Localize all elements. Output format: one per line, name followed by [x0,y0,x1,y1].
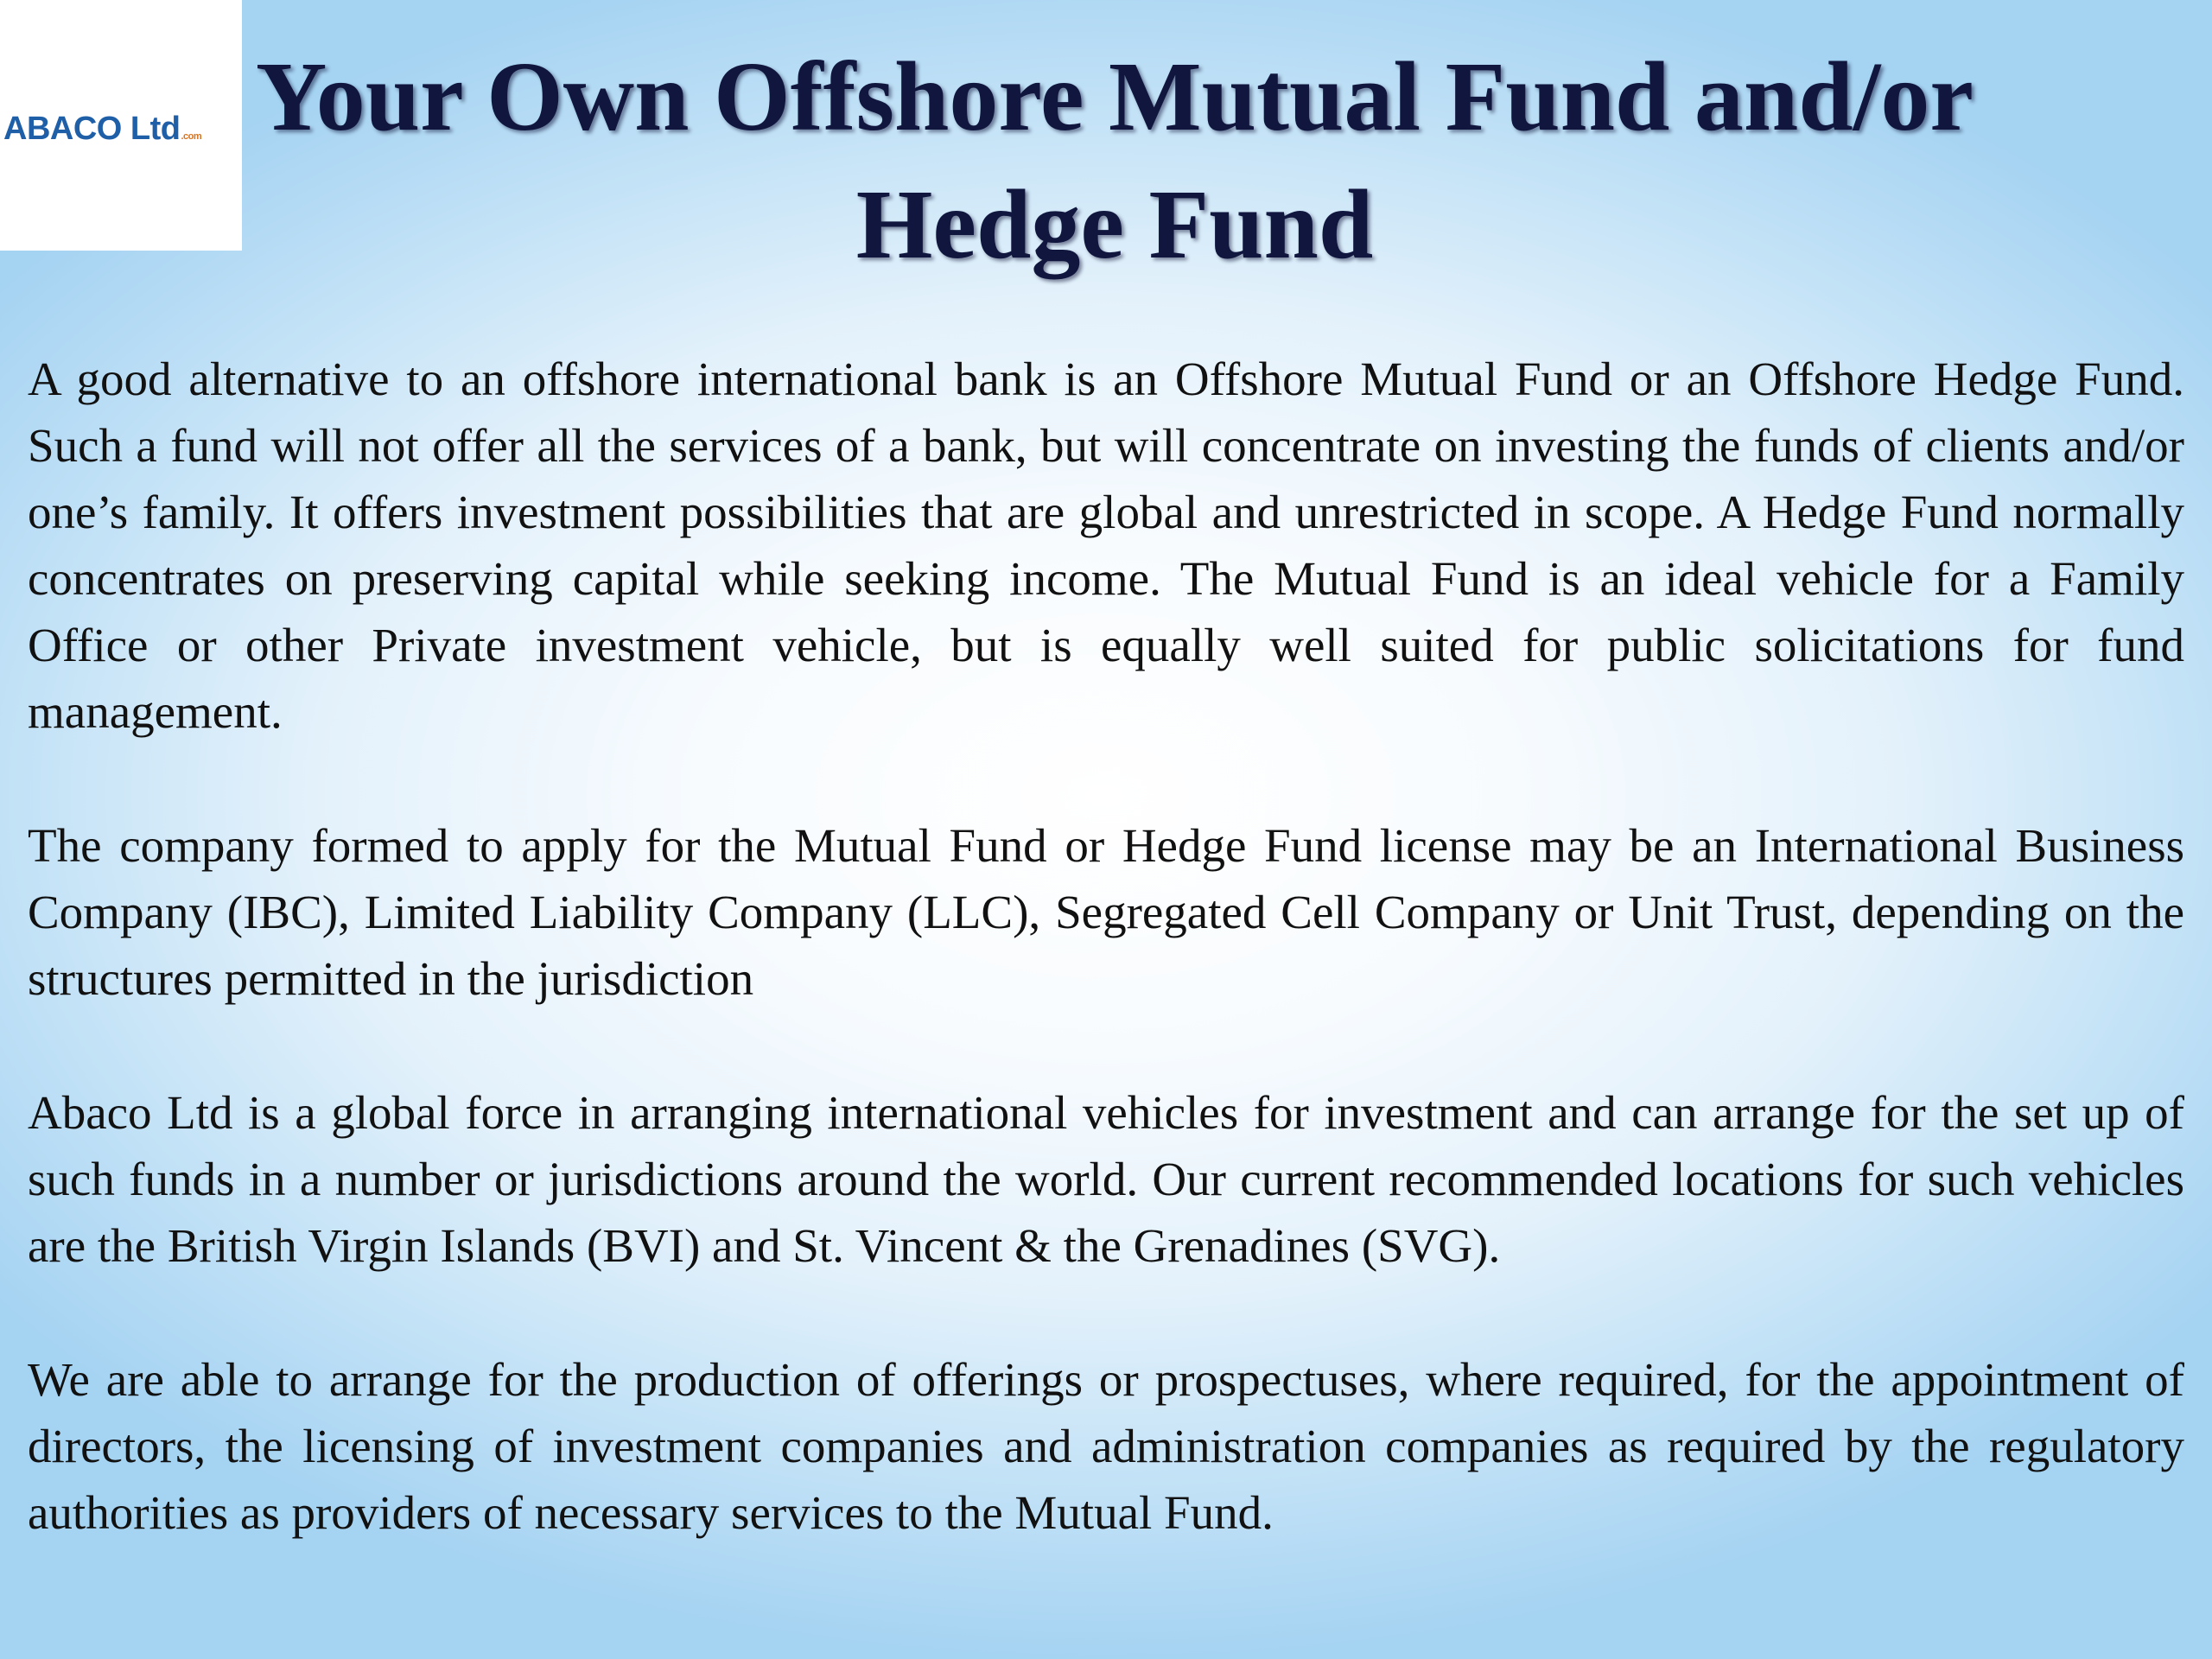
logo-text: ABACO Ltd [3,111,181,147]
slide-body [28,346,2184,1613]
paragraph-services: We are able to arrange for the production of offerings or prospectuses, where required, for the appointment of directors, the licensing of investment companies and administration companies as required by the regulatory authorities as providers of necessary services to the Mutual Fund. [28,1353,2184,1539]
paragraph-abaco-locations: Abaco Ltd is a global force in arranging international vehicles for investment and can arrange for the set up of such funds in a number or jurisdictions around the world. Our current recommended locations for such vehicles are the British Virgin Islands (BVI) and St. Vincent & the Grenadines (SVG). [28,1086,2184,1272]
logo-suffix: .com [181,131,202,142]
slide-title: Your Own Offshore Mutual Fund and/or Hedge Fund [256,41,1974,279]
logo-wordmark [3,111,201,148]
paragraph-company-types: The company formed to apply for the Mutual Fund or Hedge Fund license may be an International Business Company (IBC), Limited Liability Company (LLC), Segregated Cell Company or Unit Trust, depending on the structures permitted in the jurisdiction [28,819,2184,1005]
paragraph-alternative-to-bank: A good alternative to an offshore international bank is an Offshore Mutual Fund or an Offshore Hedge Fund. Such a fund will not offer all the services of a bank, but will concentrate on investing the funds of clients and/or one’s family. It offers investment possibilities that are global and unrestricted in scope. A Hedge Fund normally concentrates on preserving capital while seeking income. The Mutual Fund is an ideal vehicle for a Family Office or other Private investment vehicle, but is equally well suited for public solicitations for fund management. [28,353,2184,738]
company-logo [0,0,242,251]
